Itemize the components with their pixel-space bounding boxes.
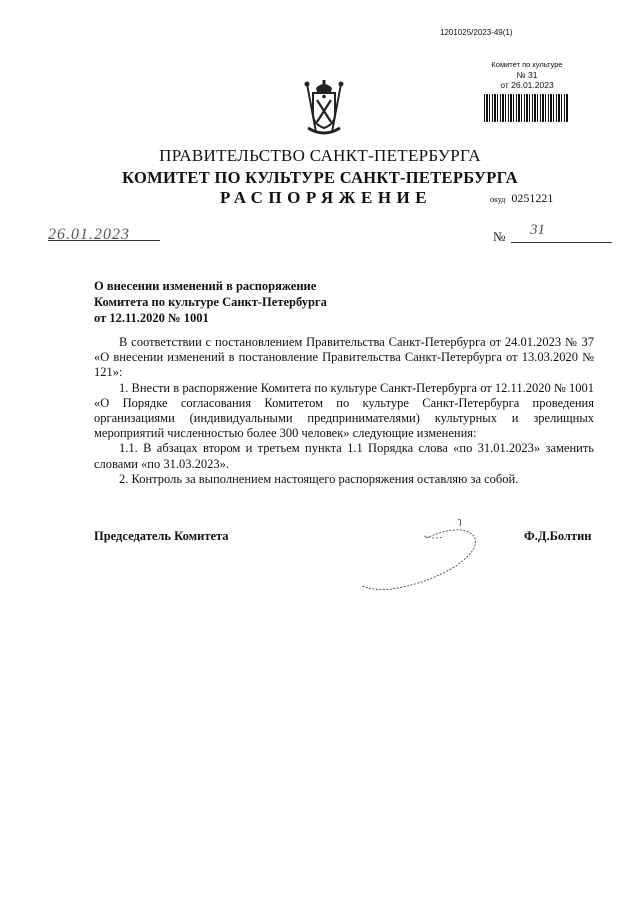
document-body — [94, 335, 594, 487]
body-paragraph: 2. Контроль за выполнением настоящего распоряжения оставляю за собой. — [119, 471, 519, 486]
body-paragraph: 1. Внести в распоряжение Комитета по культуре Санкт-Петербурга от 12.11.2020 № 1001 «О Порядке согласования Комитетом по культуре Санкт-Петербурга проведения организациями (индивидуальными предпринимателями) культурных и зрелищных мероприятий численностью более 300 человек» следующие изменения: — [94, 380, 594, 441]
handwritten-date: 26.01.2023 — [48, 226, 130, 243]
document-subject — [94, 278, 354, 326]
registration-stamp — [484, 60, 570, 90]
body-paragraph: В соответствии с постановлением Правительства Санкт-Петербурга от 24.01.2023 № 37 «О внесении изменений в постановление Правительства Санкт-Петербурга от 13.03.2020 № 121»: — [94, 335, 594, 380]
okud-code — [490, 191, 553, 206]
barcode — [484, 94, 568, 122]
signatory-position: Председатель Комитета — [94, 529, 229, 543]
stamp-org: Комитет по культуре — [491, 60, 563, 69]
number-underline — [511, 242, 612, 243]
body-paragraph: 1.1. В абзацах втором и третьем пункта 1.1 Порядка слова «по 31.01.2023» заменить словами «по 31.03.2023». — [94, 441, 594, 471]
okud-value: 0251221 — [511, 191, 554, 205]
subject-line: от 12.11.2020 № 1001 — [94, 311, 209, 325]
signatory-name: Ф.Д.Болтин — [524, 529, 592, 543]
date-underline — [48, 240, 160, 241]
spb-coat-of-arms-icon — [298, 78, 350, 138]
number-label: № — [493, 229, 506, 244]
okud-label: окуд — [490, 195, 506, 204]
document-id: 1201025/2023-49(1) — [440, 28, 513, 37]
committee-title: КОМИТЕТ ПО КУЛЬТУРЕ САНКТ-ПЕТЕРБУРГА — [122, 168, 518, 187]
stamp-date: от 26.01.2023 — [500, 80, 554, 90]
document-type: РАСПОРЯЖЕНИЕ — [220, 188, 433, 207]
subject-line: Комитета по культуре Санкт-Петербурга — [94, 295, 327, 309]
handwritten-signature — [338, 516, 488, 600]
government-title: ПРАВИТЕЛЬСТВО САНКТ-ПЕТЕРБУРГА — [159, 146, 481, 165]
subject-line: О внесении изменений в распоряжение — [94, 279, 317, 293]
stamp-number: № 31 — [516, 70, 538, 80]
handwritten-number: 31 — [530, 222, 545, 238]
